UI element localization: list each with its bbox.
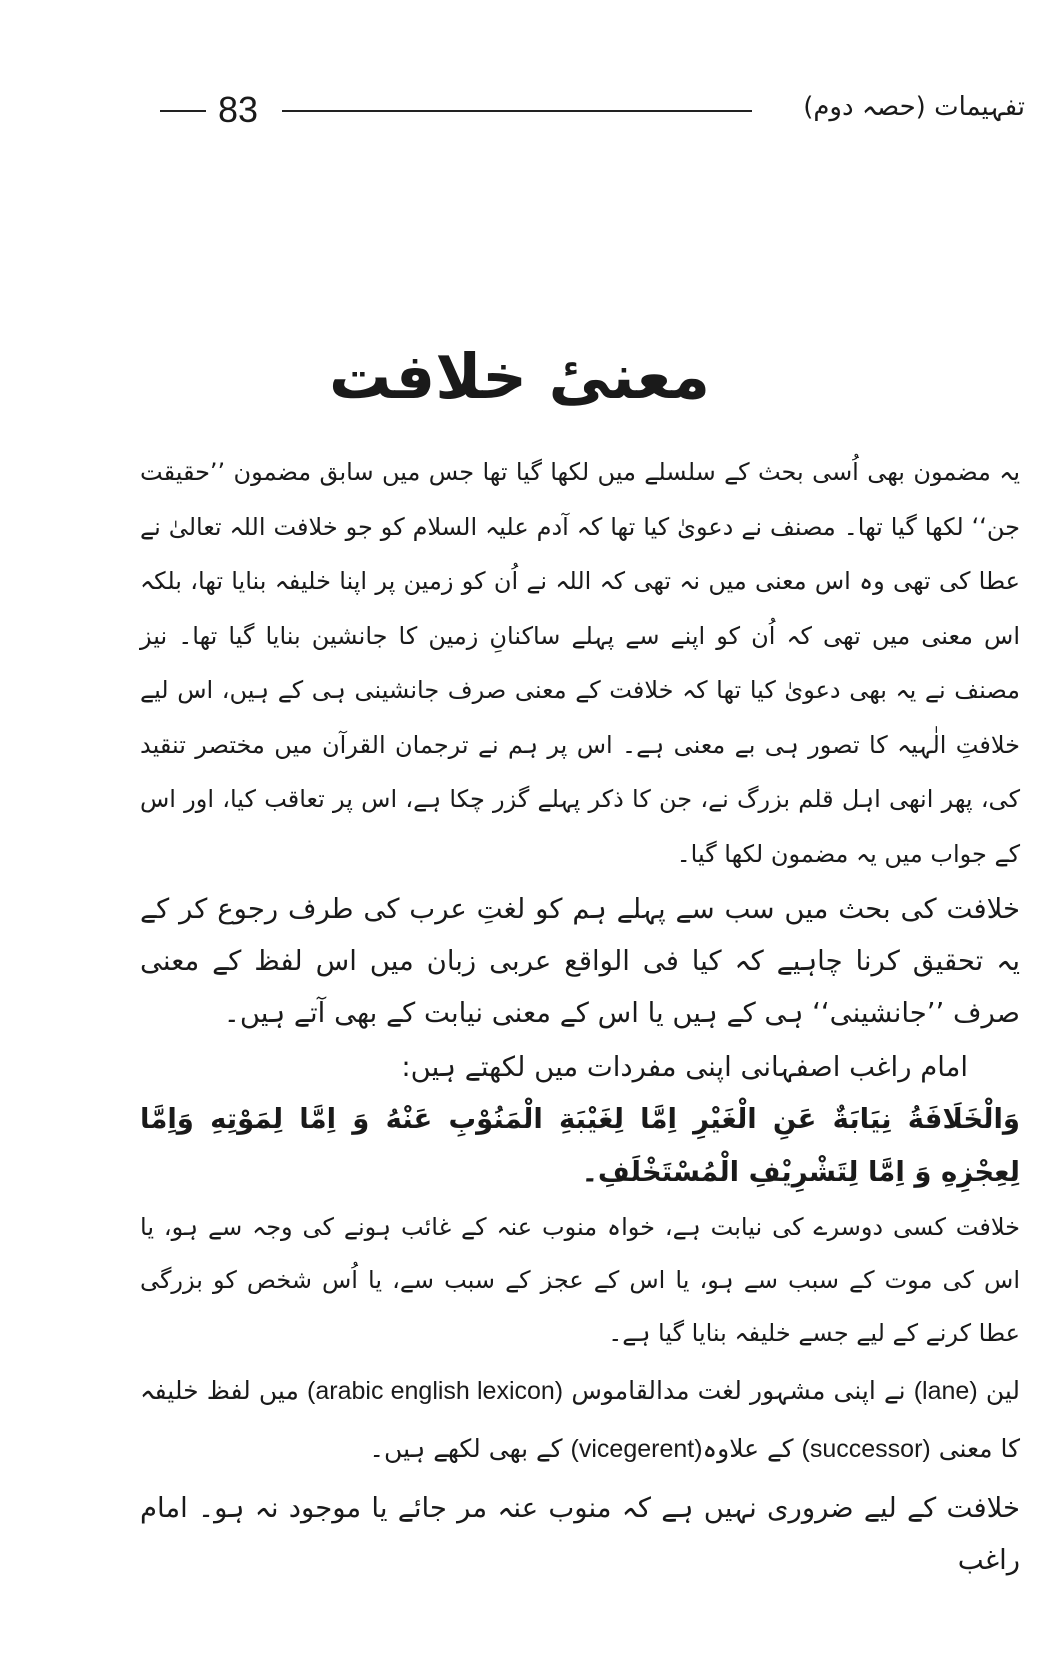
quotation-translation: خلافت کسی دوسرے کی نیابت ہے، خواہ منوب عنہ کے غائب ہونے کی وجہ سے ہو، یا اس کی موت کے سبب سے ہو، یا اس کے عجز کے سبب سے، یا اُس شخص کو بزرگی عطا کرنے کے لیے جسے خلیفہ بنایا گیا ہے۔ [140, 1213, 1020, 1347]
lane-lexicon-paragraph [140, 1362, 1020, 1478]
running-title: تفہیمات (حصہ دوم) [803, 92, 1025, 122]
vicegerent-english: (vicegerent) [570, 1435, 703, 1463]
lane-text-4: کے بھی لکھے ہیں۔ [369, 1434, 563, 1463]
header-dash [160, 110, 206, 112]
successor-english: (successor) [801, 1435, 931, 1463]
lexicon-english: (arabic english lexicon) [307, 1377, 564, 1405]
intro-paragraph: یہ مضمون بھی اُسی بحث کے سلسلے میں لکھا گیا تھا جس میں سابق مضمون ’’حقیقت جن‘‘ لکھا گیا تھا۔ مصنف نے دعویٰ کیا تھا کہ آدم علیہ السلام کو جو خلافت اللہ تعالیٰ نے عطا کی تھی وہ اس معنی میں نہ تھی کہ اللہ نے اُن کو زمین پر اپنا خلیفہ بنایا تھا، بلکہ اس معنی میں تھی کہ اُن کو اپنے سے پہلے ساکنانِ زمین کا جانشین بنایا گیا تھا۔ نیز مصنف نے یہ بھی دعویٰ کیا تھا کہ خلافت کے معنی صرف جانشینی ہی کے ہیں، اس لیے خلافتِ الٰہیہ کا تصور ہی بے معنی ہے۔ اس پر ہم نے ترجمان القرآن میں مختصر تنقید کی، پھر انھی اہل قلم بزرگ نے، جن کا ذکر پہلے گزر چکا ہے، اس پر تعاقب کیا، اور اس کے جواب میں یہ مضمون لکھا گیا۔ [140, 458, 1020, 868]
lane-name: لین [985, 1376, 1021, 1405]
paragraph-lexical-inquiry: خلافت کی بحث میں سب سے پہلے ہم کو لغتِ عرب کی طرف رجوع کر کے یہ تحقیق کرنا چاہیے کہ کیا فی الواقع عربی زبان میں اس لفظ کے معنی صرف ’’جانشینی‘‘ ہی کے ہیں یا اس کے معنی نیابت کے بھی آتے ہیں۔ [140, 893, 1020, 1029]
raghib-intro: امام راغب اصفہانی اپنی مفردات میں لکھتے ہیں: [401, 1051, 968, 1083]
lane-text-2: میں لفظ خلیفہ کا معنی [140, 1376, 1020, 1463]
page-header [150, 88, 1025, 138]
arabic-quotation: وَالْخَلَافَةُ نِیَابَةٌ عَنِ الْغَیْرِ اِمَّا لِغَیْبَةِ الْمَنُوْبِ عَنْهُ وَ اِمَّا لِمَوْتِهِ وَاِمَّا لِعِجْزِهِ وَ اِمَّا لِتَشْرِیْفِ الْمُسْتَخْلَفِ۔ [140, 1103, 1020, 1188]
lane-english: (lane) [913, 1377, 978, 1405]
chapter-title: معنیٔ خلافت [329, 340, 710, 413]
lane-text-1: نے اپنی مشہور لغت مدالقاموس [571, 1376, 906, 1405]
lane-text-3: کے علاوہ [702, 1434, 794, 1463]
page-number: 83 [218, 89, 259, 130]
body-text [140, 445, 1020, 1586]
closing-line: خلافت کے لیے ضروری نہیں ہے کہ منوب عنہ مر جائے یا موجود نہ ہو۔ امام راغب [140, 1492, 1020, 1576]
header-rule [282, 110, 752, 112]
